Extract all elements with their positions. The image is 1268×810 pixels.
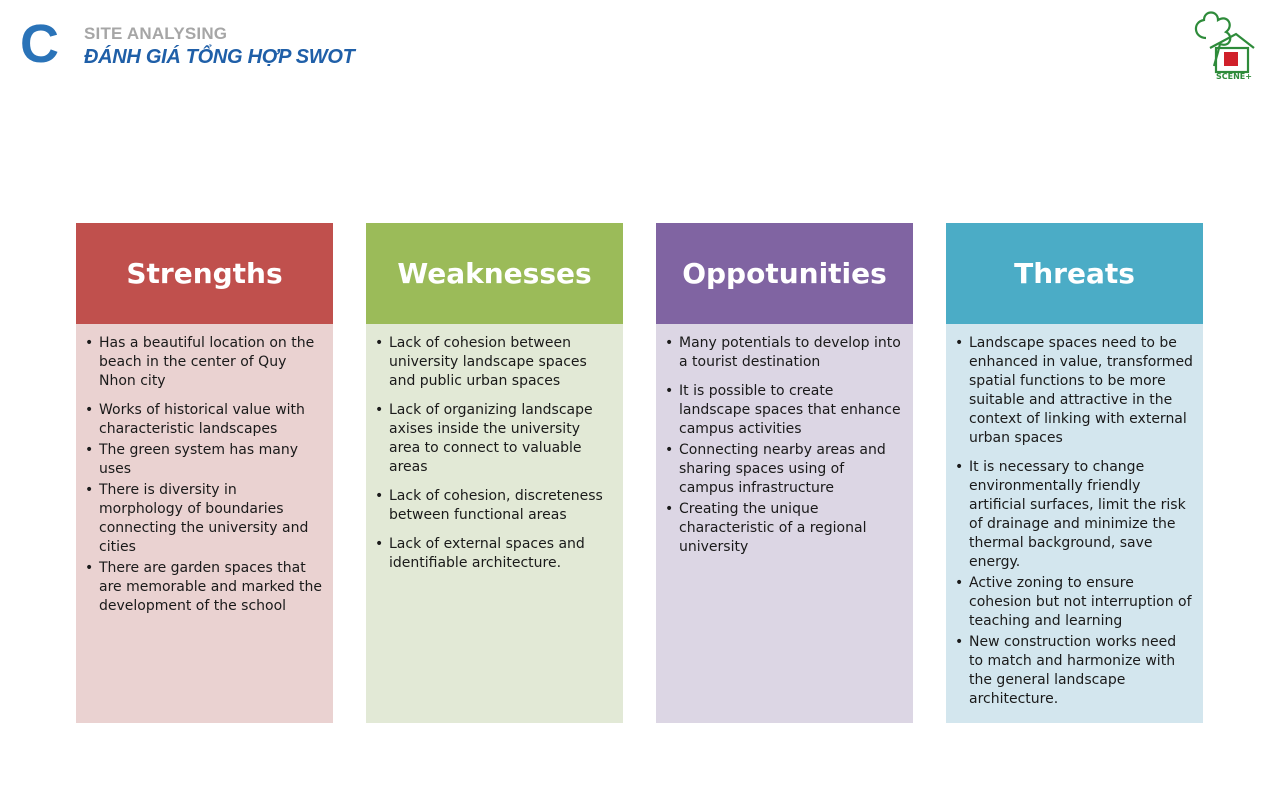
list-item: • Works of historical value with characteristic landscapes — [84, 401, 323, 439]
logo-icon — [1188, 8, 1258, 82]
list-item: • It is possible to create landscape spaces that enhance campus activities — [664, 382, 903, 439]
strengths-body — [76, 324, 333, 723]
threats-title: Threats — [946, 223, 1203, 324]
opportunities-body — [656, 324, 913, 723]
strengths-list — [84, 334, 323, 616]
opportunities-title: Oppotunities — [656, 223, 913, 324]
list-item: • Many potentials to develop into a tourist destination — [664, 334, 903, 372]
list-item: • There is diversity in morphology of boundaries connecting the university and cities — [84, 481, 323, 557]
list-item: • Connecting nearby areas and sharing spaces using of campus infrastructure — [664, 441, 903, 498]
threats-card — [946, 223, 1203, 723]
list-item: • Lack of organizing landscape axises inside the university area to connect to valuable areas — [374, 401, 613, 477]
list-item: • There are garden spaces that are memorable and marked the development of the school — [84, 559, 323, 616]
list-item: • It is necessary to change environmentally friendly artificial surfaces, limit the risk of drainage and minimize the thermal background, save energy. — [954, 458, 1193, 572]
list-item: • The green system has many uses — [84, 441, 323, 479]
opportunities-list — [664, 334, 903, 557]
threats-list — [954, 334, 1193, 709]
list-item: • New construction works need to match and harmonize with the general landscape architecture. — [954, 633, 1193, 709]
clover-house-logo — [1188, 8, 1258, 82]
section-letter: C — [20, 14, 59, 74]
section-subtitle: SITE ANALYSING — [84, 24, 228, 43]
opportunities-card — [656, 223, 913, 723]
list-item: • Creating the unique characteristic of a regional university — [664, 500, 903, 557]
list-item: • Lack of external spaces and identifiable architecture. — [374, 535, 613, 573]
weaknesses-list — [374, 334, 613, 573]
list-item: • Active zoning to ensure cohesion but not interruption of teaching and learning — [954, 574, 1193, 631]
list-item: • Lack of cohesion, discreteness between functional areas — [374, 487, 613, 525]
logo-text: SCENE+ — [1216, 72, 1252, 81]
page-title: ĐÁNH GIÁ TỔNG HỢP SWOT — [84, 46, 355, 68]
weaknesses-title: Weaknesses — [366, 223, 623, 324]
list-item: • Has a beautiful location on the beach in the center of Quy Nhon city — [84, 334, 323, 391]
list-item: • Lack of cohesion between university landscape spaces and public urban spaces — [374, 334, 613, 391]
strengths-title: Strengths — [76, 223, 333, 324]
threats-body — [946, 324, 1203, 723]
strengths-card — [76, 223, 333, 723]
list-item: • Landscape spaces need to be enhanced in value, transformed spatial functions to be more suitable and attractive in the context of linking with external urban spaces — [954, 334, 1193, 448]
weaknesses-card — [366, 223, 623, 723]
weaknesses-body — [366, 324, 623, 723]
